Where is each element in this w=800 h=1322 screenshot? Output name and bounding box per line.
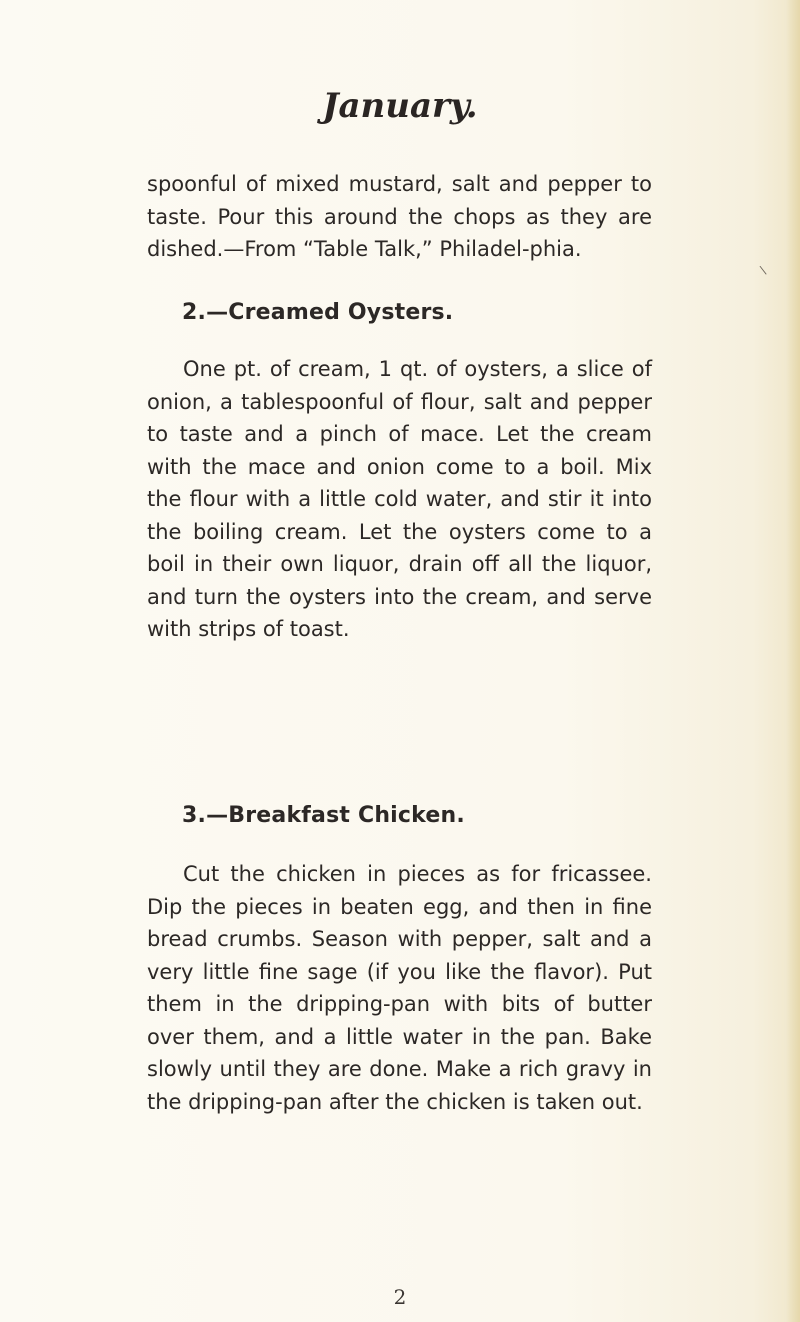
recipe-2-heading: 2.—Creamed Oysters. bbox=[182, 300, 454, 325]
page-number: 2 bbox=[393, 1285, 407, 1309]
page-edge-shadow bbox=[786, 0, 800, 1322]
recipe-1-continuation: spoonful of mixed mustard, salt and pepper to taste. Pour this around the chops as they are dished.—From “Table Talk,” Philadel-phia. bbox=[147, 172, 652, 261]
recipe-2-body: One pt. of cream, 1 qt. of oysters, a slice of onion, a tablespoonful of flour, salt and pepper to taste and a pinch of mace. Let the cream with the mace and onion come to a boil. Mix the flour with a little cold water, and stir it into the boiling cream. Let the oysters come to a boil in their own liquor, drain off all the liquor, and turn the oysters into the cream, and serve with strips of toast. bbox=[147, 357, 652, 641]
running-head: January. bbox=[322, 86, 478, 126]
recipe-3-body: Cut the chicken in pieces as for fricassee. Dip the pieces in beaten egg, and then in fine bread crumbs. Season with pepper, salt and a very little fine sage (if you like the flavor). Put them in the dripping-pan with bits of butter over them, and a little water in the pan. Bake slowly until they are done. Make a rich gravy in the dripping-pan after the chicken is taken out. bbox=[147, 862, 652, 1114]
recipe-3-heading: 3.—Breakfast Chicken. bbox=[182, 803, 465, 828]
margin-mark: \ bbox=[758, 262, 768, 278]
